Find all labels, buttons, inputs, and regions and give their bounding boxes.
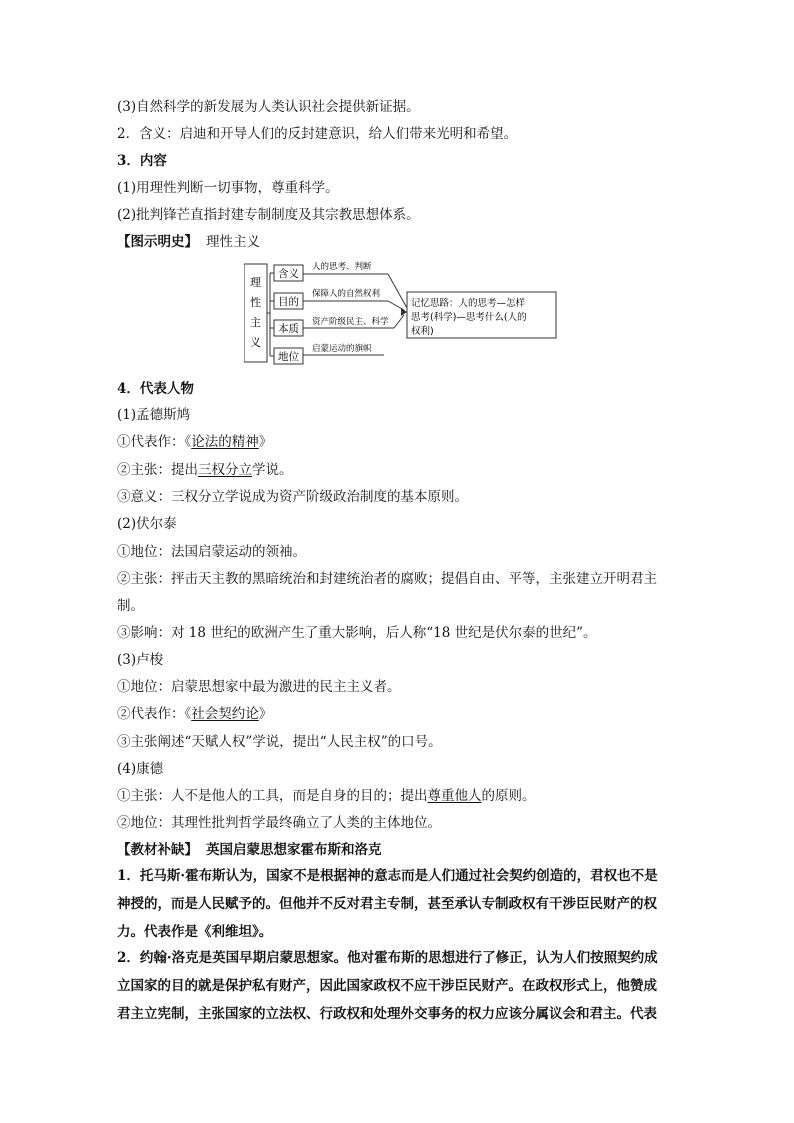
diagram-title: 理性主义 <box>206 234 260 250</box>
underlined-term: 三权分立 <box>198 462 252 478</box>
diagram-branch-label: 启蒙运动的旗帜 <box>312 344 372 354</box>
subsection-heading: (1)孟德斯鸠 <box>117 407 191 423</box>
text-line: ①地位：法国启蒙运动的领袖。 <box>117 544 306 560</box>
text-line <box>117 787 536 805</box>
underlined-term: 论法的精神 <box>191 434 259 450</box>
supplement-heading <box>117 841 382 859</box>
text-line: 2．含义：启迪和开导人们的反封建意识，给人们带来光明和希望。 <box>117 126 518 142</box>
text-line: (1)用理性判断一切事物，尊重科学。 <box>117 180 339 196</box>
section-heading: 3．内容 <box>117 153 167 169</box>
paragraph-line: 君主立宪制，主张国家的立法权、行政权和处理外交事务的权力应该分属议会和君主。代表 <box>117 1006 657 1022</box>
hobbes-paragraph <box>117 862 682 946</box>
diagram-arrow <box>394 315 404 328</box>
locke-paragraph <box>117 944 682 1028</box>
text-line: (2)批判锋芒直指封建专制制度及其宗教思想体系。 <box>117 207 420 223</box>
diagram-root-char: 理 <box>250 276 261 289</box>
diagram-tag: 【图示明史】 <box>117 234 198 250</box>
supplement-tag: 【教材补缺】 <box>117 842 198 858</box>
underlined-term: 尊重他人 <box>427 788 482 804</box>
diagram-branch-label: 人的思考、判断 <box>312 262 372 272</box>
diagram-root-char: 性 <box>250 296 261 309</box>
diagram-heading <box>117 233 260 251</box>
text-line <box>117 433 272 451</box>
text-line: ①地位：启蒙思想家中最为激进的民主主义者。 <box>117 679 401 695</box>
text-line: ③意义：三权分立学说成为资产阶级政治制度的基本原则。 <box>117 489 468 505</box>
text-segment: 》 <box>258 706 273 722</box>
text-segment: ①主张：人不是他人的工具，而是自身的目的；提出 <box>117 788 428 804</box>
diagram-branch-label: 资产阶级民主、科学 <box>312 317 389 327</box>
paragraph-line: 力。代表作是《利维坦》。 <box>117 924 273 940</box>
paragraph-line: 1．托马斯·霍布斯认为，国家不是根据神的意志而是人们通过社会契约创造的，君权也不是 <box>117 868 658 884</box>
text-segment: ②主张：提出 <box>117 462 198 478</box>
paragraph-line: 立国家的目的就是保护私有财产，因此国家政权不应干涉臣民财产。在政权形式上，他赞成 <box>117 978 657 994</box>
paragraph-line: 神授的，而是人民赋予的。但他并不反对君主专制，甚至承认专制政权有干涉臣民财产的权 <box>117 896 657 912</box>
subsection-heading: (3)卢梭 <box>117 652 164 668</box>
diagram-memo-line: 权利) <box>411 326 434 337</box>
text-line: (3)自然科学的新发展为人类认识社会提供新证据。 <box>117 99 420 115</box>
text-line <box>117 705 272 723</box>
diagram-memo-line: 思考(科学)—思考什么(人的 <box>411 312 527 323</box>
text-line: ②地位：其理性批判哲学最终确立了人类的主体地位。 <box>117 815 441 831</box>
text-line: ③影响：对 18 世纪的欧洲产生了重大影响，后人称“18 世纪是伏尔泰的世纪”。 <box>117 625 597 641</box>
text-segment: 》 <box>258 434 273 450</box>
subsection-heading: (2)伏尔泰 <box>117 516 177 532</box>
text-line <box>117 461 293 479</box>
text-segment: 学说。 <box>252 462 293 478</box>
paragraph-line: 2．约翰·洛克是英国早期启蒙思想家。他对霍布斯的思想进行了修正，认为人们按照契约成 <box>117 950 658 966</box>
diagram-root-char: 主 <box>250 316 261 329</box>
diagram-box-label: 本质 <box>278 323 299 335</box>
subsection-heading: (4)康德 <box>117 761 164 777</box>
text-line: ②主张：抨击天主教的黑暗统治和封建统治者的腐败；提倡自由、平等，主张建立开明君主 <box>117 571 657 587</box>
diagram-box-label: 地位 <box>278 351 299 363</box>
underlined-term: 社会契约论 <box>191 706 259 722</box>
diagram-box-label: 含义 <box>278 268 299 280</box>
diagram-root-char: 义 <box>250 336 261 349</box>
diagram-box-label: 目的 <box>278 296 299 308</box>
text-segment: ①代表作：《 <box>117 434 192 450</box>
text-line: ③主张阐述“天赋人权”学说，提出“人民主权”的口号。 <box>117 734 442 750</box>
diagram-memo-line: 记忆思路：人的思考—怎样 <box>411 298 526 309</box>
diagram-branch-label: 保障人的自然权利 <box>312 289 381 299</box>
text-segment: 的原则。 <box>481 788 536 804</box>
text-segment: ②代表作：《 <box>117 706 192 722</box>
section-heading: 4．代表人物 <box>117 381 194 397</box>
text-line: 制。 <box>117 598 144 614</box>
supplement-title: 英国启蒙思想家霍布斯和洛克 <box>206 842 382 858</box>
rationalism-diagram <box>244 258 564 366</box>
